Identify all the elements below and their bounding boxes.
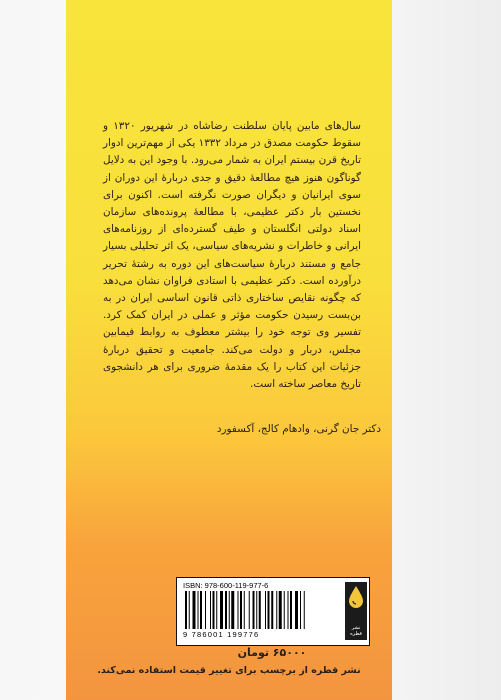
barcode-stripe	[253, 591, 255, 629]
price-label: ۶۵۰۰۰ تومان	[237, 646, 307, 659]
barcode-stripe	[200, 591, 202, 629]
endorsement-signature: دکتر جان گرنی، وادهام کالج، آکسفورد	[216, 423, 381, 435]
barcode-stripe	[238, 591, 239, 629]
barcode-stripe	[189, 591, 190, 629]
price-notice: نشر قطره از برچسب برای تغییر قیمت استفاده نمی‌کند.	[97, 665, 361, 676]
barcode-stripe	[265, 591, 266, 629]
barcode-stripe	[220, 591, 223, 629]
barcode-stripe	[205, 591, 206, 629]
barcode-stripe	[244, 591, 245, 629]
drop-logo-icon	[347, 585, 365, 609]
barcode-stripe	[279, 591, 282, 629]
barcode-stripe	[288, 591, 289, 629]
barcode-stripe	[229, 591, 230, 629]
barcode-stripe	[198, 591, 199, 629]
publisher-logo	[345, 582, 367, 640]
barcode-stripe	[290, 591, 292, 629]
barcode-bars	[183, 591, 341, 629]
barcode-stripe	[259, 591, 261, 629]
barcode-stripe	[284, 591, 285, 629]
barcode-stripe	[210, 591, 211, 629]
barcode-digits: 9 786001 199776	[183, 630, 260, 639]
barcode-panel	[176, 577, 370, 646]
barcode-stripe	[300, 591, 301, 629]
barcode-stripe	[304, 591, 305, 629]
barcode-stripe	[271, 591, 273, 629]
barcode-stripe	[295, 591, 298, 629]
cover-blurb: سال‌های مابین پایان سلطنت رضاشاه در شهریور ۱۳۲۰ و سقوط حکومت مصدق در مرداد ۱۳۳۲ یکی از مهم‌ترین ادوار تاریخ قرن بیستم ایران به شمار می‌رود. با وجود این به دلایل گوناگون هنوز هیچ مطالعهٔ دقیق و جدی دربارهٔ این دوران از سوی ایرانیان و دیگران صورت نگرفته است. اکنون برای نخستین بار دکتر عظیمی، با مطالعهٔ پرونده‌های سازمان اسناد دولتی انگلستان و طیف گسترده‌ای از روزنامه‌های ایرانی و خاطرات و نشریه‌های سیاسی، یک اثر تحلیلی بسیار جامع و مستند دربارهٔ سیاست‌های این دوره به رشتهٔ تحریر درآورده است. دکتر عظیمی با استادی فراوان نشان می‌دهد که چگونه نقایص ساختاری ذاتی قانون اساسی ایران در به بن‌بست رسیدن حکومت مؤثر و عملی در ایران کمک کرد. تفسیر وی توجه خود را بیشتر معطوف به روابط فیمابین مجلس، دربار و دولت می‌کند. جامعیت و تحقیق دربارهٔ جزئیات این کتاب را یک مقدمهٔ ضروری برای هر دانشجوی تاریخ معاصر ساخته است.	[103, 120, 361, 391]
barcode-stripe	[240, 591, 242, 629]
barcode-stripe	[249, 591, 250, 629]
barcode-stripe	[213, 591, 215, 629]
barcode-stripe	[216, 591, 217, 629]
barcode-stripe	[225, 591, 227, 629]
barcode-stripe	[276, 591, 277, 629]
publisher-logo-name: نشر قطره	[350, 625, 362, 637]
barcode-stripe	[256, 591, 257, 629]
barcode-stripe	[185, 591, 187, 629]
barcode-stripe	[268, 591, 270, 629]
isbn-label: ISBN: 978-600-119-977-6	[183, 581, 269, 590]
barcode-stripe	[193, 591, 196, 629]
barcode-stripe	[231, 591, 234, 629]
